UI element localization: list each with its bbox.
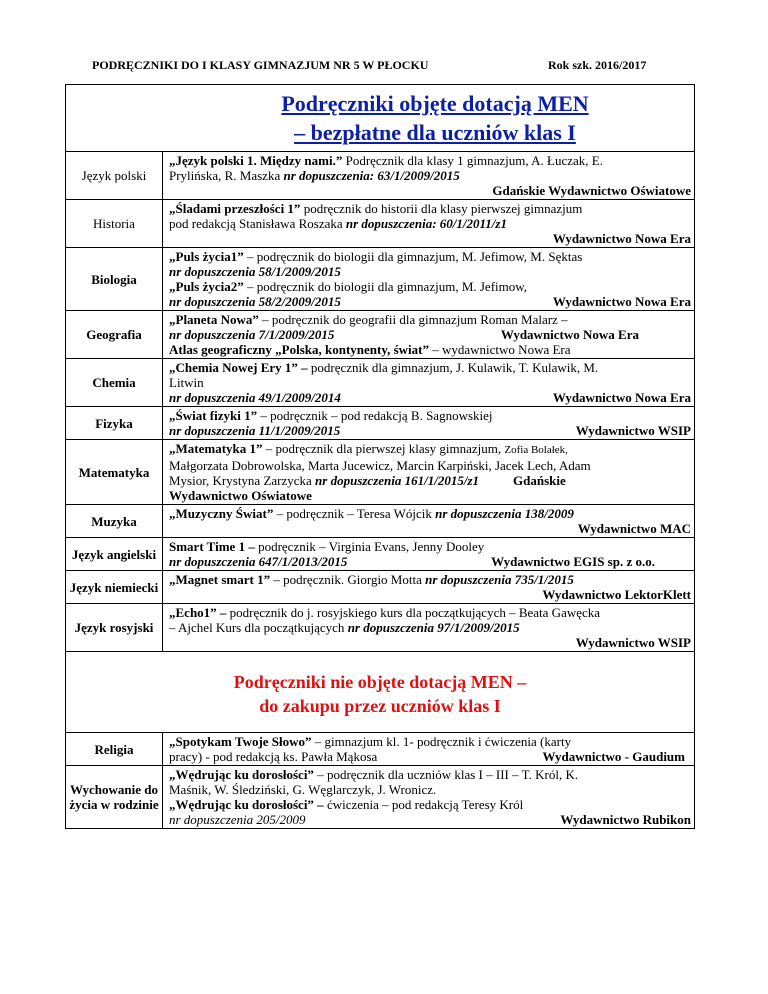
description-cell: „Planeta Nowa” – podręcznik do geografii dla gimnazjum Roman Malarz – nr dopuszczenia 7/1/2009/2015 Wydawnictwo Nowa Era Atlas geograficzny „Polska, kontynenty, świat” – wydawnictwo Nowa Era	[163, 311, 695, 359]
publisher: Wydawnictwo EGIS sp. z o.o.	[491, 554, 655, 569]
subject-cell: Biologia	[66, 248, 163, 311]
publisher: Wydawnictwo Rubikon	[560, 812, 691, 827]
subject-cell: Fizyka	[66, 407, 163, 440]
description-cell: „Spotykam Twoje Słowo” – gimnazjum kl. 1- podręcznik i ćwiczenia (karty pracy) - pod redakcją ks. Pawła Mąkosa Wydawnictwo - Gaudium	[163, 733, 695, 766]
description-cell: „Świat fizyki 1” – podręcznik – pod redakcją B. Sagnowskiej nr dopuszczenia 11/1/2009/2015 Wydawnictwo WSIP	[163, 407, 695, 440]
section1-title-line1: Podręczniki objęte dotacją MEN	[281, 91, 589, 116]
subject-cell: Język rosyjski	[66, 604, 163, 652]
description-cell: „Śladami przeszłości 1” podręcznik do historii dla klasy pierwszej gimnazjum pod redakcją Stanisława Roszaka nr dopuszczenia: 60/1/2011/z1 Wydawnictwo Nowa Era	[163, 200, 695, 248]
publisher: Wydawnictwo Nowa Era	[552, 390, 691, 405]
table-row	[66, 505, 695, 538]
section2-title	[66, 652, 695, 733]
textbook-table	[65, 84, 695, 829]
subject-cell: Geografia	[66, 311, 163, 359]
header-left: PODRĘCZNIKI DO I KLASY GIMNAZJUM NR 5 W PŁOCKU	[92, 58, 429, 72]
table-row	[66, 311, 695, 359]
publisher: Gdańskie Wydawnictwo Oświatowe	[492, 183, 691, 198]
table-row	[66, 152, 695, 200]
table-row	[66, 733, 695, 766]
table-row	[66, 766, 695, 829]
publisher: Wydawnictwo Nowa Era	[500, 327, 639, 342]
description-cell: „Echo1” – podręcznik do j. rosyjskiego kurs dla początkujących – Beata Gawęcka – Ajchel Kurs dla początkujących nr dopuszczenia 97/1/2009/2015 Wydawnictwo WSIP	[163, 604, 695, 652]
subject-cell: Język niemiecki	[66, 571, 163, 604]
section2-title-line2: do zakupu przez uczniów klas I	[259, 696, 501, 716]
section2-title-row	[66, 652, 695, 733]
publisher: Wydawnictwo WSIP	[575, 635, 691, 650]
description-cell: „Muzyczny Świat” – podręcznik – Teresa Wójcik nr dopuszczenia 138/2009 Wydawnictwo MAC	[163, 505, 695, 538]
description-cell: „Wędrując ku dorosłości” – podręcznik dla uczniów klas I – III – T. Król, K. Maśnik, W. Śledziński, G. Węglarczyk, J. Wronicz. „Wędrując ku dorosłości” – ćwiczenia – pod redakcją Teresy Król nr dopuszczenia 205/2009 Wydawnictwo Rubikon	[163, 766, 695, 829]
table-row	[66, 440, 695, 505]
description-cell: „Język polski 1. Między nami.” Podręcznik dla klasy 1 gimnazjum, A. Łuczak, E. Prylińska, R. Maszka nr dopuszczenia: 63/1/2009/2015 Gdańskie Wydawnictwo Oświatowe	[163, 152, 695, 200]
table-row	[66, 407, 695, 440]
publisher: Wydawnictwo Nowa Era	[552, 231, 691, 246]
subject-cell: Chemia	[66, 359, 163, 407]
publisher: Wydawnictwo - Gaudium	[542, 749, 685, 764]
publisher: Wydawnictwo MAC	[577, 521, 691, 536]
publisher: Wydawnictwo LektorKlett	[542, 587, 691, 602]
publisher: Wydawnictwo WSIP	[575, 423, 691, 438]
publisher: Wydawnictwo Oświatowe	[169, 488, 312, 503]
subject-cell: Religia	[66, 733, 163, 766]
table-row	[66, 538, 695, 571]
table-row	[66, 359, 695, 407]
subject-cell: Wychowanie do życia w rodzinie	[66, 766, 163, 829]
description-cell: „Chemia Nowej Ery 1” – podręcznik dla gimnazjum, J. Kulawik, T. Kulawik, M. Litwin nr dopuszczenia 49/1/2009/2014 Wydawnictwo Nowa Era	[163, 359, 695, 407]
subject-cell: Matematyka	[66, 440, 163, 505]
subject-cell: Historia	[66, 200, 163, 248]
table-row	[66, 248, 695, 311]
publisher: Wydawnictwo Nowa Era	[552, 294, 691, 309]
description-cell: „Matematyka 1” – podręcznik dla pierwszej klasy gimnazjum, Zofia Bolałek, Małgorzata Dobrowolska, Marta Jucewicz, Marcin Karpiński, Jacek Lech, Adam Mysior, Krystyna Zarzycka nr dopuszczenia 161/1/2015/z1 Gdańskie Wydawnictwo Oświatowe	[163, 440, 695, 505]
description-cell: „Puls życia1” – podręcznik do biologii dla gimnazjum, M. Jefimow, M. Sęktas nr dopuszczenia 58/1/2009/2015 „Puls życia2” – podręcznik do biologii dla gimnazjum, M. Jefimow, nr dopuszczenia 58/2/2009/2015 Wydawnictwo Nowa Era	[163, 248, 695, 311]
section1-title-row	[66, 85, 695, 152]
section2-title-line1: Podręczniki nie objęte dotacją MEN –	[233, 672, 527, 692]
description-cell: Smart Time 1 – podręcznik – Virginia Evans, Jenny Dooley nr dopuszczenia 647/1/2013/2015 Wydawnictwo EGIS sp. z o.o.	[163, 538, 695, 571]
subject-cell: Język angielski	[66, 538, 163, 571]
subject-cell: Muzyka	[66, 505, 163, 538]
section1-title	[66, 85, 695, 152]
table-row	[66, 604, 695, 652]
subject-cell: Język polski	[66, 152, 163, 200]
header-right: Rok szk. 2016/2017	[548, 58, 647, 72]
table-row	[66, 571, 695, 604]
page-header	[92, 58, 692, 73]
description-cell: „Magnet smart 1” – podręcznik. Giorgio Motta nr dopuszczenia 735/1/2015 Wydawnictwo LektorKlett	[163, 571, 695, 604]
table-row	[66, 200, 695, 248]
section1-title-line2: – bezpłatne dla uczniów klas I	[294, 120, 576, 145]
